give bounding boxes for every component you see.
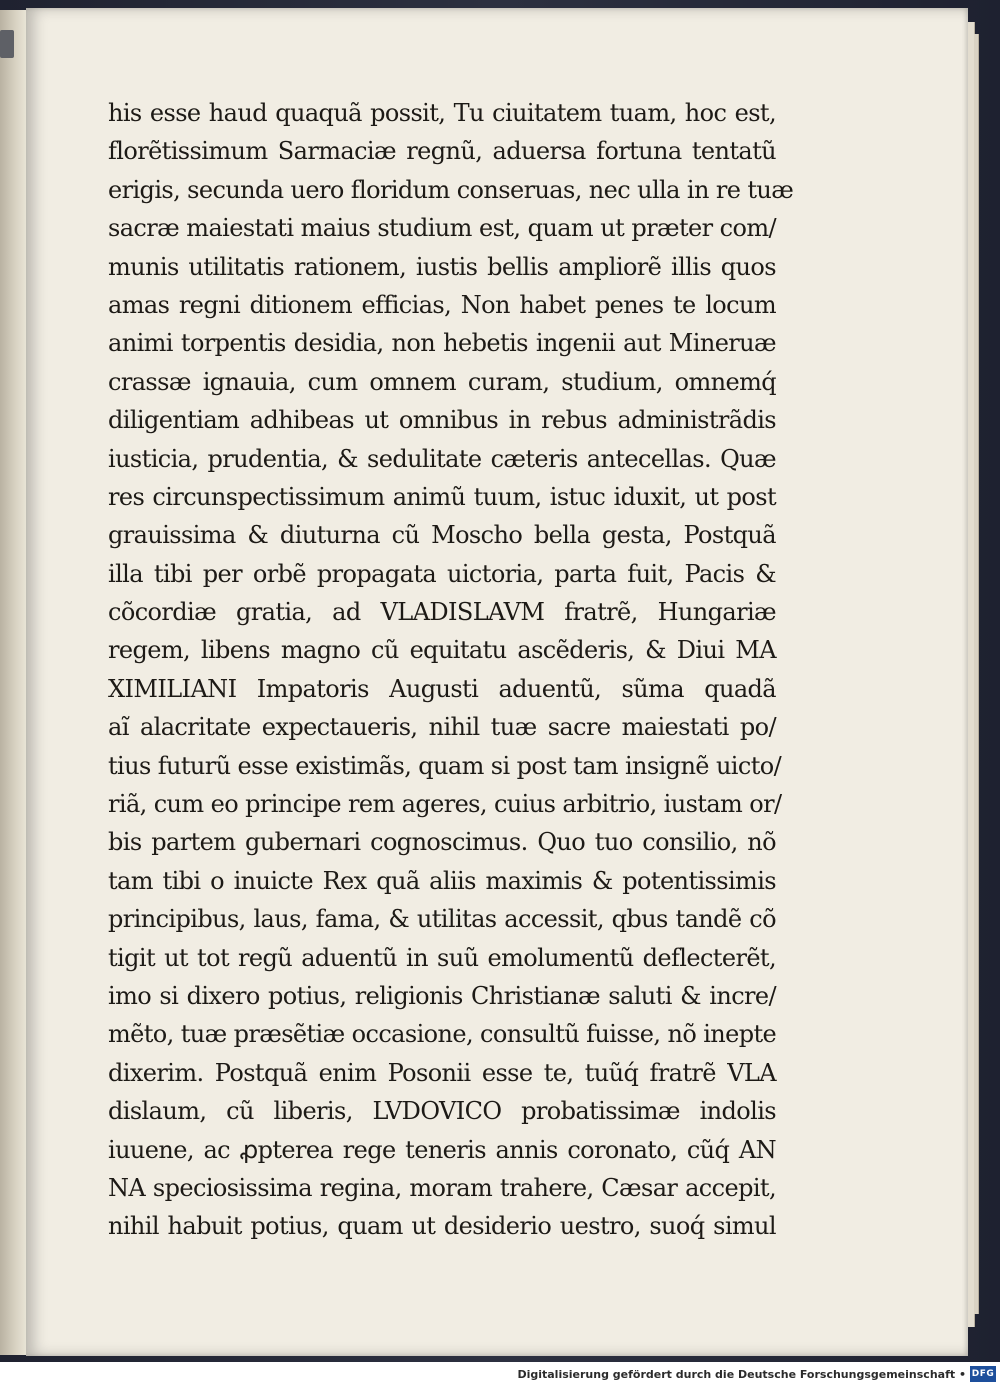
- text-line: animi torpentis desidia, non hebetis ingenii aut Mineruæ: [108, 329, 776, 358]
- text-line: imo si dixero potius, religionis Christianæ saluti & incre/: [108, 981, 776, 1010]
- text-line: riã, cum eo principe rem ageres, cuius arbitrio, iustam or/: [108, 790, 782, 819]
- text-line: XIMILIANI Impatoris Augusti aduentũ, sũma quadã: [108, 674, 776, 703]
- text-line: dislaum, cũ liberis, LVDOVICO probatissimæ indolis: [108, 1097, 776, 1126]
- page-text-block: [108, 94, 794, 1246]
- text-line: aĩ alacritate expectaueris, nihil tuæ sacre maiestati po/: [108, 713, 776, 742]
- text-line: diligentiam adhibeas ut omnibus in rebus administrãdis: [108, 406, 776, 435]
- page-stack-edge-back: [974, 34, 979, 1314]
- text-line: tigit ut tot regũ aduentũ in suũ emolumentũ deflecterẽt,: [108, 943, 776, 972]
- binding-clip: [0, 30, 14, 58]
- digitization-footer: [0, 1362, 1000, 1388]
- text-line: mẽto, tuæ præsẽtiæ occasione, consultũ fuisse, nõ inepte: [108, 1020, 777, 1049]
- footer-credit-text: Digitalisierung gefördert durch die Deutsche Forschungsgemeinschaft: [517, 1368, 956, 1381]
- text-line: tius futurũ esse existimãs, quam si post tam insignẽ uicto/: [108, 751, 782, 780]
- text-line: amas regni ditionem efficias, Non habet penes te locum: [108, 290, 776, 319]
- text-line: illa tibi per orbẽ propagata uictoria, parta fuit, Pacis &: [108, 559, 776, 588]
- text-line: sacræ maiestati maius studium est, quam ut præter com/: [108, 214, 776, 243]
- text-line: his esse haud quaquã possit, Tu ciuitatem tuam, hoc est,: [108, 99, 776, 127]
- text-line: munis utilitatis rationem, iustis bellis ampliorẽ illis quos: [108, 252, 776, 281]
- text-line: NA speciosissima regina, moram trahere, Cæsar accepit,: [108, 1173, 776, 1202]
- text-line: dixerim. Postquã enim Posonii esse te, tuũq́ fratrẽ VLA: [108, 1058, 776, 1087]
- text-line: florẽtissimum Sarmaciæ regnũ, aduersa fortuna tentatũ: [108, 137, 776, 166]
- text-line: bis partem gubernari cognoscimus. Quo tuo consilio, nõ: [108, 828, 776, 857]
- text-line: regem, libens magno cũ equitatu ascẽderis, & Diui MA: [108, 636, 776, 665]
- text-line: iusticia, prudentia, & sedulitate cæteris antecellas. Quæ: [108, 444, 776, 473]
- text-line: crassæ ignauia, cum omnem curam, studium, omnemq́: [108, 367, 776, 396]
- facing-page-edge: [0, 10, 27, 1355]
- text-line: res circunspectissimum animũ tuum, istuc iduxit, ut post: [108, 482, 776, 511]
- text-line: grauissima & diuturna cũ Moscho bella gesta, Postquã: [108, 521, 776, 550]
- text-line: erigis, secunda uero floridum conseruas, nec ulla in re tuæ: [108, 175, 794, 204]
- text-line: nihil habuit potius, quam ut desiderio uestro, suoq́ simul: [108, 1212, 776, 1241]
- footer-credit: [517, 1368, 966, 1381]
- footer-separator: •: [958, 1368, 966, 1381]
- dfg-logo-icon: DFG: [970, 1366, 996, 1382]
- text-line: principibus, laus, fama, & utilitas accessit, qbus tandẽ cõ: [108, 905, 776, 934]
- text-line: cõcordiæ gratia, ad VLADISLAVM fratrẽ, Hungariæ: [108, 598, 776, 627]
- text-line: iuuene, ac ꝓpterea rege teneris annis coronato, cũq́ AN: [108, 1135, 776, 1164]
- text-line: tam tibi o inuicte Rex quã aliis maximis & potentissimis: [108, 866, 776, 895]
